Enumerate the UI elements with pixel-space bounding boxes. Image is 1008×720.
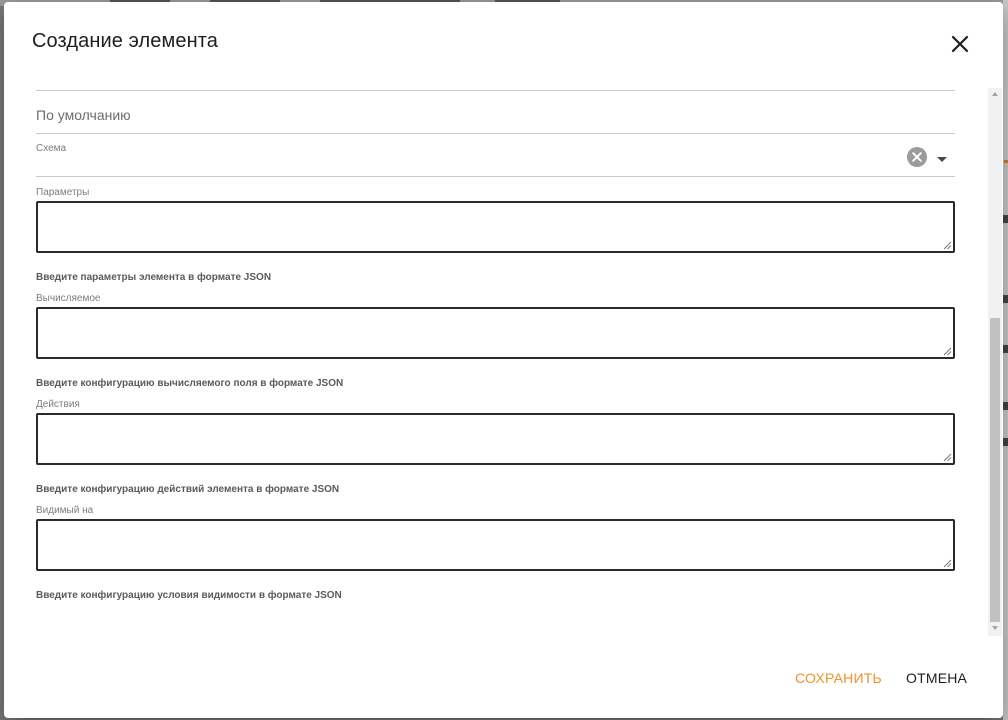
- visible-on-helper-text: Введите конфигурацию условия видимости в формате JSON: [36, 590, 342, 601]
- actions-label: Действия: [36, 399, 80, 410]
- computed-label: Вычисляемое: [36, 293, 101, 304]
- field-divider: [36, 133, 955, 134]
- default-value-text: По умолчанию: [36, 107, 131, 123]
- schema-clear-button[interactable]: [907, 147, 927, 167]
- params-label: Параметры: [36, 187, 90, 198]
- resize-grip-icon[interactable]: [943, 453, 952, 462]
- computed-textarea[interactable]: [36, 307, 955, 359]
- dropdown-arrow-icon: [936, 155, 948, 165]
- params-textarea[interactable]: [36, 201, 955, 253]
- visible-on-textarea[interactable]: [36, 519, 955, 571]
- dialog-title: Создание элемента: [32, 30, 218, 52]
- clear-circle-icon: [907, 147, 927, 167]
- scroll-down-arrow-icon[interactable]: [991, 624, 999, 632]
- actions-textarea[interactable]: [36, 413, 955, 465]
- close-button[interactable]: [948, 32, 972, 56]
- cancel-button[interactable]: ОТМЕНА: [906, 670, 968, 686]
- content-scrollbar[interactable]: [988, 88, 1002, 636]
- params-helper-text: Введите параметры элемента в формате JSON: [36, 272, 272, 283]
- create-element-dialog: [4, 2, 1003, 718]
- computed-helper-text: Введите конфигурацию вычисляемого поля в формате JSON: [36, 378, 344, 389]
- schema-label: Схема: [36, 143, 67, 154]
- close-icon: [948, 32, 972, 56]
- scroll-up-arrow-icon[interactable]: [991, 90, 999, 98]
- save-button[interactable]: СОХРАНИТЬ: [795, 670, 882, 686]
- visible-on-label: Видимый на: [36, 505, 94, 516]
- field-divider: [36, 90, 955, 91]
- resize-grip-icon[interactable]: [943, 241, 952, 250]
- schema-dropdown-button[interactable]: [936, 152, 948, 162]
- scrollbar-thumb[interactable]: [990, 318, 1000, 622]
- dialog-content[interactable]: [4, 82, 1003, 638]
- resize-grip-icon[interactable]: [943, 347, 952, 356]
- resize-grip-icon[interactable]: [943, 559, 952, 568]
- background-app-edge: [1003, 0, 1008, 720]
- actions-helper-text: Введите конфигурацию действий элемента в формате JSON: [36, 484, 340, 495]
- field-divider: [36, 176, 955, 177]
